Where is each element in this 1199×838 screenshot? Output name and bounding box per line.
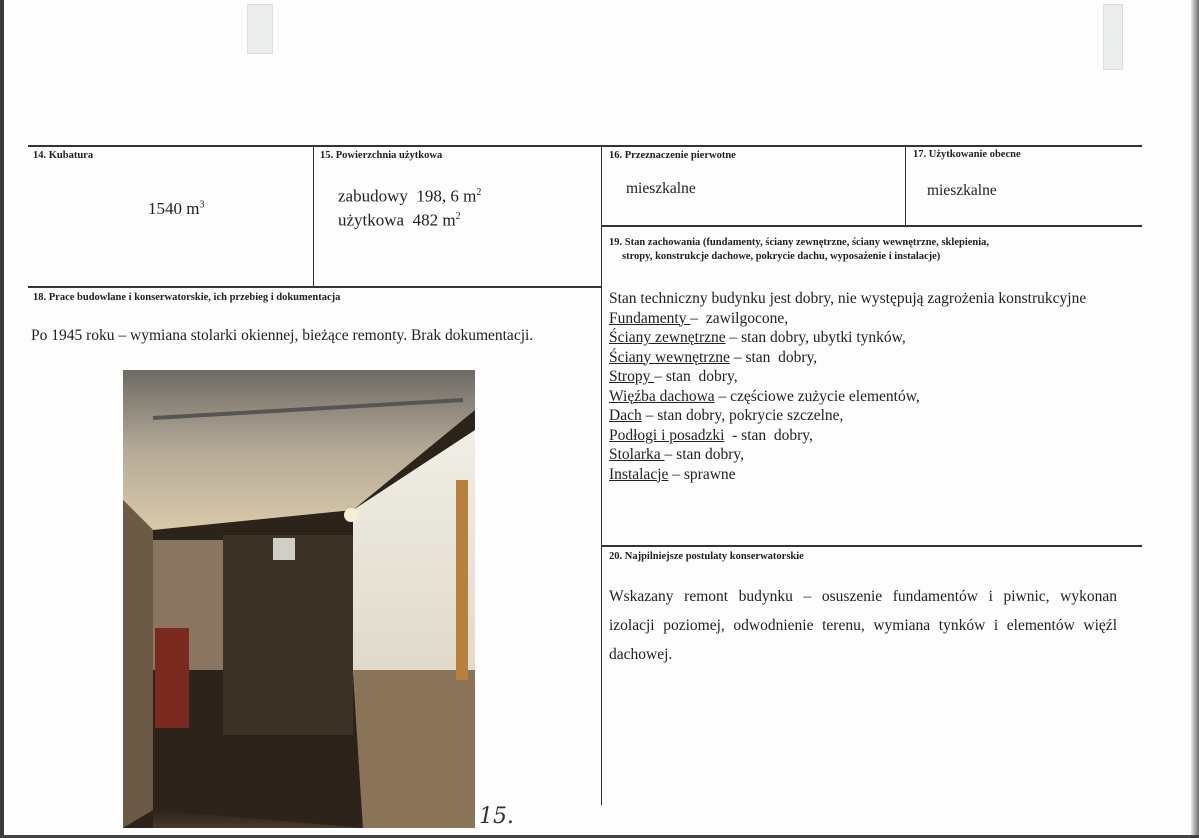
postulaty-line: Wskazany remont budynku – osuszenie fundamentów i piwnic, wykonan <box>609 588 1117 605</box>
scan-edge <box>1191 0 1199 838</box>
przeznaczenie-value: mieszkalne <box>626 180 696 197</box>
form-divider <box>313 145 314 287</box>
stan-item: Podłogi i posadzki - stan dobry, <box>609 426 813 444</box>
przeznaczenie-label: 16. Przeznaczenie pierwotne <box>609 150 736 161</box>
stan-item: Instalacje – sprawne <box>609 465 736 483</box>
stan-item: Ściany wewnętrzne – stan dobry, <box>609 348 818 366</box>
form-rule <box>28 286 601 288</box>
form-rule <box>28 145 1142 147</box>
postulaty-line: dachowej. <box>609 646 673 663</box>
stan-text <box>609 289 1086 484</box>
powierzchnia-label: 15. Powierzchnia użytkowa <box>320 150 443 161</box>
powierzchnia-value: zabudowy 198, 6 $m^2$ użytkowa 482 $m^2$ <box>338 186 482 230</box>
prace-text: Po 1945 roku – wymiana stolarki okiennej, bieżące remonty. Brak dokumentacji. <box>31 327 534 344</box>
cellar-corridor-photo <box>123 370 475 828</box>
form-divider <box>601 145 602 805</box>
kubatura-value: 1540 $m^3$ <box>148 199 205 218</box>
prace-label: 18. Prace budowlane i konserwatorskie, ich przebieg i dokumentacja <box>33 292 341 303</box>
stan-item: Więźba dachowa – częściowe zużycie elementów, <box>609 387 920 405</box>
postulaty-label: 20. Najpilniejsze postulaty konserwatorskie <box>609 551 804 562</box>
uzytkowanie-label: 17. Użytkowanie obecne <box>913 149 1021 160</box>
uzytkowanie-value: mieszkalne <box>927 182 997 199</box>
kubatura-label: 14. Kubatura <box>33 150 94 161</box>
scan-edge <box>0 0 4 838</box>
stan-item: Ściany zewnętrzne – stan dobry, ubytki tynków, <box>609 329 906 346</box>
form-rule <box>601 225 1142 227</box>
stan-label: 19. Stan zachowania (fundamenty, ściany zewnętrzne, ściany wewnętrzne, sklepienia, stropy, konstrukcje dachowe, pokrycie dachu, wyposażenie i instalacje) <box>609 237 990 262</box>
photo-number: 15. <box>479 804 514 829</box>
stan-item: Dach – stan dobry, pokrycie szczelne, <box>609 407 844 424</box>
form-divider <box>905 145 906 226</box>
form-rule <box>601 545 1142 547</box>
stan-intro: Stan techniczny budynku jest dobry, nie występują zagrożenia konstrukcyjne <box>609 290 1087 307</box>
tape-strip <box>1103 4 1123 70</box>
stan-item: Fundamenty – zawilgocone, <box>609 309 789 327</box>
tape-strip <box>247 4 273 54</box>
postulaty-line: izolacji poziomej, odwodnienie terenu, wymiana tynków i elementów więźl <box>609 617 1117 634</box>
stan-item: Stolarka – stan dobry, <box>609 446 745 463</box>
stan-item: Stropy – stan dobry, <box>609 368 738 385</box>
postulaty-text <box>609 582 1117 669</box>
